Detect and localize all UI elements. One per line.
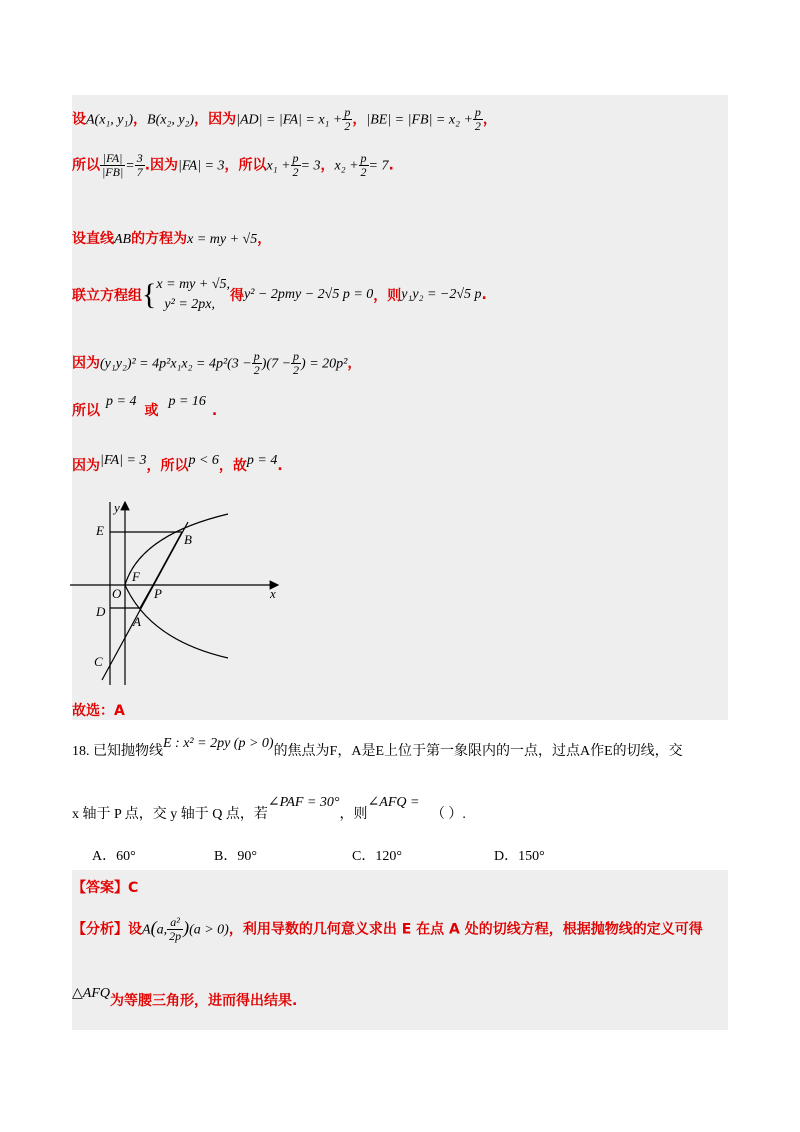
label-E: E [96, 523, 104, 538]
label-x: x [270, 586, 276, 601]
label-P: P [154, 586, 162, 601]
label-O: O [112, 586, 122, 601]
answer-text: 故选：A [72, 703, 125, 719]
solution-line-3: 设直线AB的方程为x = my + √5， [72, 231, 272, 247]
solution-line-7: 因为|FA| = 3，所以p < 6，故p = 4. [72, 453, 283, 474]
label-F: F [132, 569, 140, 584]
label-A: A [133, 614, 141, 629]
solution-line-2: 所以 $\frac{|FA|}{|FB|}$ = $\frac{3}{7}$ .因为|FA| = 3，所以x₁ + $\frac{p}{2}$ = 3，x₂ + $\frac{p}{2}$ = 7. [72, 151, 394, 179]
option-b[interactable]: B．90° [214, 849, 257, 864]
option-a[interactable]: A．60° [92, 849, 136, 864]
parabola-curve [125, 514, 228, 658]
option-d[interactable]: D．150° [494, 849, 545, 864]
answer-label: 【答案】C [72, 880, 139, 896]
solution-line-5: 因为(y₁y₂)² = 4p²x₁x₂ = 4p²(3 − $\frac{p}{2}$ )(7 − $\frac{p}{2}$ ) = 20p²， [72, 349, 362, 377]
segment-PB [153, 532, 182, 585]
label-y: y [114, 500, 120, 515]
question-line-1: 18. 已知抛物线E : x² = 2py (p > 0)的焦点为F，A是E上位于第一象限内的一点，过点A作E的切线，交 [72, 736, 683, 759]
solution-line-4: 联立方程组{ x = my + √5, y² = 2px, 得y² − 2pmy − 2√5 p = 0，则y₁y₂ = −2√5 p. [72, 277, 487, 312]
analysis-line-1: 【分析】设A(a, $\frac{\text{a²}}{2p}$ )(a > 0)，利用导数的几何意义求出 E 在点 A 处的切线方程，根据抛物线的定义可得 [72, 915, 703, 943]
label-B: B [184, 532, 192, 547]
question-line-2: x 轴于 P 点，交 y 轴于 Q 点，若∠PAF = 30°，则∠AFQ = （ ）. [72, 795, 466, 822]
segment-AP [140, 585, 153, 608]
solution-line-1: 设A(x₁, y₁)，B(x₂, y₂)，因为|AD| = |FA| = x₁ + $\frac{p}{2}$ ，|BE| = |FB| = x₂ + $\frac{p}{2}$ ， [72, 105, 497, 133]
label-D: D [96, 604, 106, 619]
analysis-line-2: △AFQ为等腰三角形，进而得出结果. [72, 986, 298, 1009]
solution-line-6: 所以p = 4或p = 16. [72, 394, 218, 419]
parabola-figure [70, 490, 310, 690]
label-C: C [94, 654, 103, 669]
option-c[interactable]: C．120° [352, 849, 402, 864]
